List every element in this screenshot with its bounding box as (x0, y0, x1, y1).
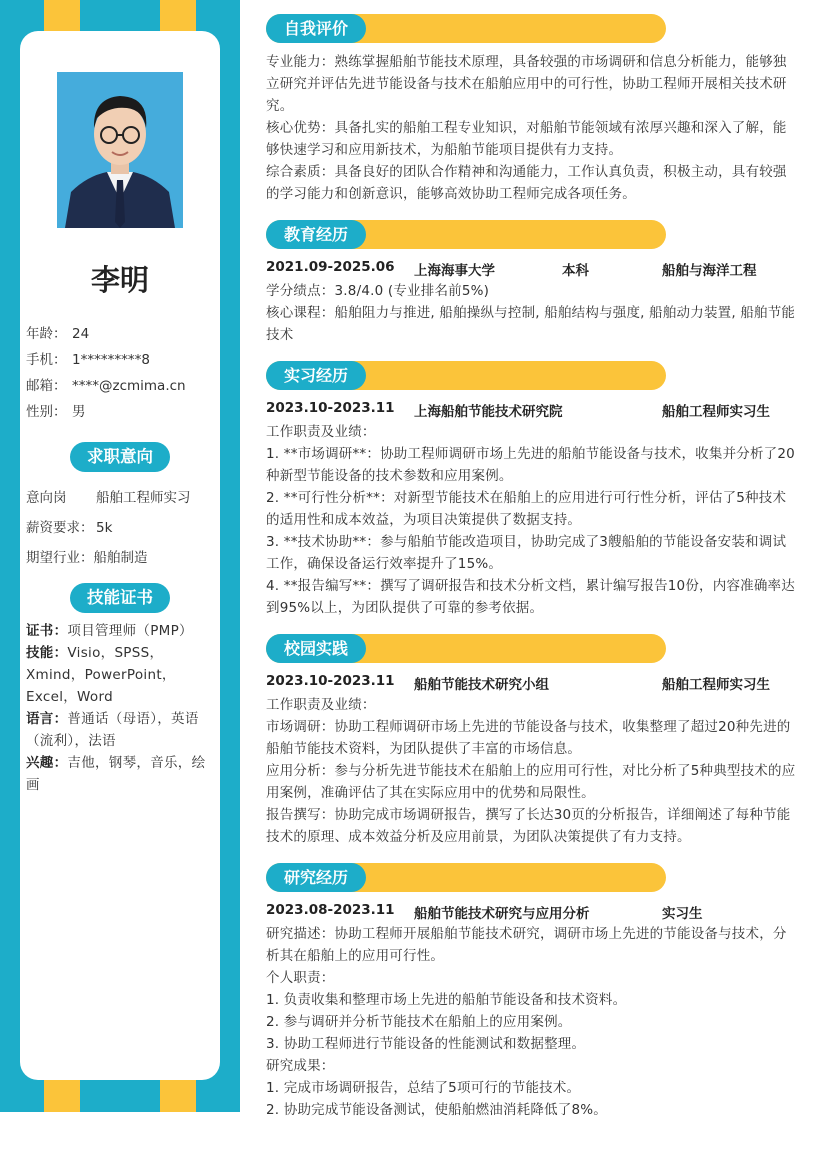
campus-line: 工作职责及业绩： (266, 697, 376, 713)
research-entry-head (266, 902, 796, 920)
job-intent-title: 求职意向 (70, 442, 170, 472)
cert-row (26, 620, 216, 642)
internship-line: 工作职责及业绩： (266, 424, 376, 440)
campus-period: 2023.10-2023.11 (266, 673, 395, 689)
campus-role: 船舶工程师实习生 (662, 677, 770, 693)
internship-line: 4. **报告编写**：撰写了调研报告和技术分析文档，累计编写报告10份，内容准确率达到95%以上，为团队提供了可靠的参考依据。 (266, 578, 795, 616)
skill-label: 技能： (26, 645, 68, 661)
section-title: 研究经历 (266, 863, 366, 892)
campus-org: 船舶节能技术研究小组 (414, 677, 549, 693)
intent-industry-row (26, 546, 148, 566)
campus-line: 报告撰写：协助完成市场调研报告，撰写了长达30页的分析报告，详细阐述了每种节能技术的原理、成本效益分析及应用前景，为团队决策提供了有力支持。 (266, 807, 791, 845)
campus-entry-head (266, 673, 796, 691)
section-header-self-eval (266, 14, 666, 43)
self-eval-line: 核心优势：具备扎实的船舶工程专业知识，对船舶节能领域有浓厚兴趣和深入了解，能够快速学习和应用新技术，为船舶节能项目提供有力支持。 (266, 120, 787, 158)
cert-value: 项目管理师（PMP） (67, 623, 193, 639)
lang-row (26, 708, 216, 752)
internship-role: 船舶工程师实习生 (662, 404, 770, 420)
research-line: 2. 协助完成节能设备测试，使船舶燃油消耗降低了8%。 (266, 1102, 607, 1118)
email-value: ****@zcmima.cn (72, 378, 186, 394)
campus-line: 市场调研：协助工程师调研市场上先进的节能设备与技术，收集整理了超过20种先进的船舶节能技术资料，为团队提供了丰富的市场信息。 (266, 719, 791, 757)
research-line: 2. 参与调研并分析节能技术在船舶上的应用案例。 (266, 1014, 572, 1030)
gender-label: 性别： (26, 404, 67, 420)
education-school: 上海海事大学 (414, 263, 495, 279)
cert-label: 证书： (26, 623, 68, 639)
intent-position-label: 意向岗 (26, 490, 67, 506)
skill-value: Visio，SPSS，Xmind，PowerPoint，Excel，Word (26, 645, 176, 705)
self-eval-text (266, 51, 796, 205)
section-title: 自我评价 (266, 14, 366, 43)
internship-org: 上海船舶节能技术研究院 (414, 404, 563, 420)
research-line: 研究成果： (266, 1058, 335, 1074)
gender-row (26, 400, 86, 420)
campus-line: 应用分析：参与分析先进节能技术在船舶上的应用可行性，对比分析了5种典型技术的应用案例，准确评估了其在实际应用中的优势和局限性。 (266, 763, 796, 801)
research-line: 研究描述：协助工程师开展船舶节能技术研究，调研市场上先进的节能设备与技术，分析其在船舶上的应用可行性。 (266, 926, 787, 964)
research-line: 1. 负责收集和整理市场上先进的船舶节能设备和技术资料。 (266, 992, 627, 1008)
age-label: 年龄： (26, 326, 67, 342)
research-line: 3. 协助工程师进行节能设备的性能测试和数据整理。 (266, 1036, 586, 1052)
phone-row (26, 348, 150, 368)
email-label: 邮箱： (26, 378, 67, 394)
internship-entry-head (266, 400, 796, 418)
education-major: 船舶与海洋工程 (662, 263, 757, 279)
profile-photo (57, 72, 183, 228)
hobby-label: 兴趣： (26, 755, 68, 771)
intent-position-row (26, 486, 191, 506)
section-header-education (266, 220, 666, 249)
self-eval-line: 综合素质：具备良好的团队合作精神和沟通能力，工作认真负责，积极主动，具有较强的学习能力和创新意识，能够高效协助工程师完成各项任务。 (266, 164, 787, 202)
decor-stripe (160, 0, 196, 32)
research-period: 2023.08-2023.11 (266, 902, 395, 918)
research-details (266, 923, 796, 1121)
skills-title: 技能证书 (70, 583, 170, 613)
education-entry-head (266, 259, 796, 277)
education-degree: 本科 (562, 263, 589, 279)
section-title: 校园实践 (266, 634, 366, 663)
internship-line: 2. **可行性分析**：对新型节能技术在船舶上的应用进行可行性分析，评估了5种技术的适用性和成本效益，为项目决策提供了数据支持。 (266, 490, 787, 528)
internship-period: 2023.10-2023.11 (266, 400, 395, 416)
research-line: 1. 完成市场调研报告，总结了5项可行的节能技术。 (266, 1080, 581, 1096)
intent-industry-label: 期望行业： (26, 550, 94, 566)
intent-industry-value: 船舶制造 (93, 550, 148, 566)
skill-row (26, 642, 216, 708)
intent-salary-value: 5k (96, 520, 113, 536)
self-eval-line: 专业能力：熟练掌握船舶节能技术原理，具备较强的市场调研和信息分析能力，能够独立研究并评估先进节能设备与技术在船舶应用中的可行性，协助工程师开展相关技术研究。 (266, 54, 787, 114)
education-courses: 核心课程：船舶阻力与推进, 船舶操纵与控制, 船舶结构与强度, 船舶动力装置, 船舶节能技术 (266, 305, 796, 343)
section-header-internship (266, 361, 666, 390)
section-title: 实习经历 (266, 361, 366, 390)
hobby-row (26, 752, 216, 796)
intent-salary-row (26, 516, 112, 536)
gender-value: 男 (72, 404, 86, 420)
phone-label: 手机： (26, 352, 67, 368)
email-row (26, 374, 186, 394)
section-header-research (266, 863, 666, 892)
campus-details (266, 694, 796, 848)
phone-value: 1*********8 (72, 352, 150, 368)
age-row (26, 322, 89, 342)
section-title: 教育经历 (266, 220, 366, 249)
research-line: 个人职责： (266, 970, 335, 986)
education-period: 2021.09-2025.06 (266, 259, 395, 275)
age-value: 24 (72, 326, 90, 342)
internship-line: 1. **市场调研**：协助工程师调研市场上先进的船舶节能设备与技术，收集并分析了20种新型节能设备的技术参数和应用案例。 (266, 446, 795, 484)
lang-value: 普通话（母语），英语（流利），法语 (26, 711, 199, 749)
section-header-campus (266, 634, 666, 663)
candidate-name: 李明 (90, 263, 149, 297)
decor-stripe (160, 1078, 196, 1112)
internship-line: 3. **技术协助**：参与船舶节能改造项目，协助完成了3艘船舶的节能设备安装和调试工作，确保设备运行效率提升了15%。 (266, 534, 787, 572)
intent-position-value: 船舶工程师实习 (96, 490, 191, 506)
intent-salary-label: 薪资要求： (26, 520, 94, 536)
internship-details (266, 421, 796, 619)
education-gpa: 学分绩点：3.8/4.0 (专业排名前5%) (266, 283, 490, 299)
decor-stripe (44, 0, 80, 32)
education-details (266, 280, 796, 346)
hobby-value: 吉他，钢琴，音乐，绘画 (26, 755, 206, 793)
decor-stripe (44, 1078, 80, 1112)
lang-label: 语言： (26, 711, 68, 727)
research-role: 实习生 (662, 906, 703, 922)
research-org: 船舶节能技术研究与应用分析 (414, 906, 590, 922)
